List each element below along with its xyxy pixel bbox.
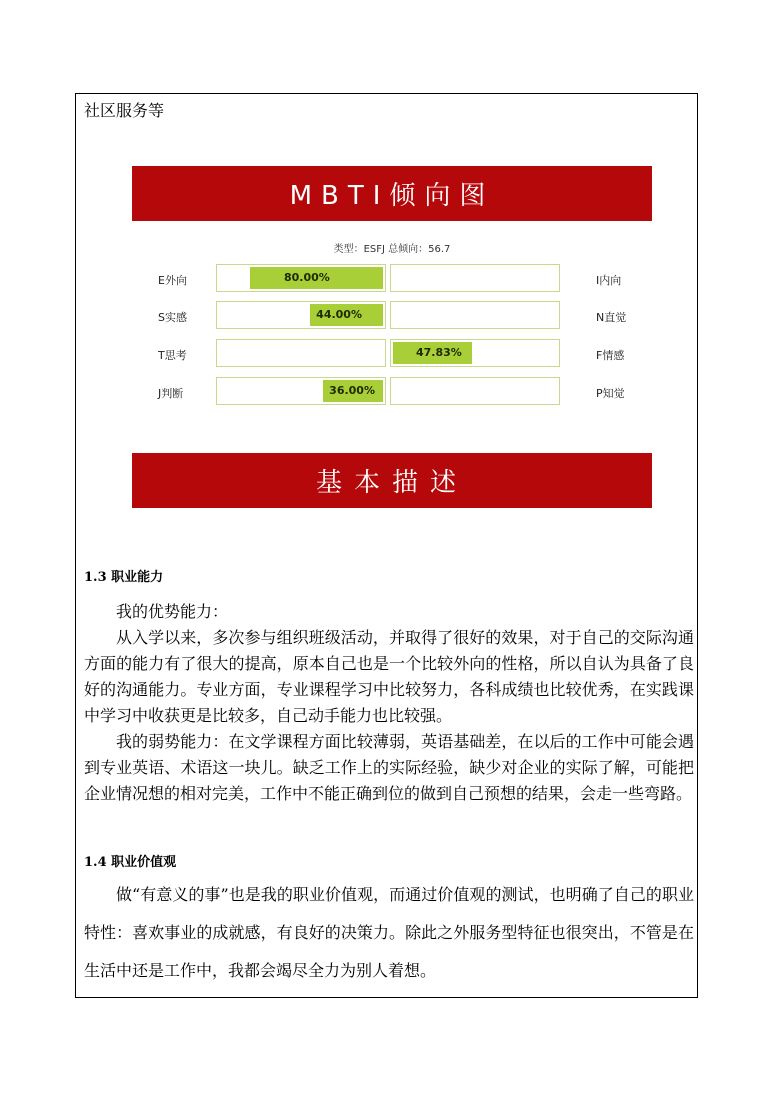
mbti-right-label: P知觉 xyxy=(596,387,625,400)
mbti-right-track xyxy=(390,264,560,292)
mbti-right-label: F情感 xyxy=(596,349,625,362)
top-text: 社区服务等 xyxy=(84,101,165,120)
section-heading-1-3: 1.3 职业能力 xyxy=(84,570,164,585)
mbti-row xyxy=(76,377,699,407)
mbti-left-track xyxy=(216,339,386,367)
document-frame xyxy=(75,93,698,998)
mbti-row xyxy=(76,264,699,294)
section-heading-1-4: 1.4 职业价值观 xyxy=(84,855,177,870)
mbti-banner: MBTI倾向图 xyxy=(132,166,652,221)
mbti-bar-value: 47.83% xyxy=(416,346,462,359)
mbti-right-track xyxy=(390,339,560,367)
mbti-left-track xyxy=(216,377,386,405)
paragraph: 我的优势能力： xyxy=(116,602,229,621)
mbti-right-track xyxy=(390,301,560,329)
mbti-bar-value: 36.00% xyxy=(329,384,375,397)
mbti-left-label: S实感 xyxy=(158,311,187,324)
mbti-bar-value: 80.00% xyxy=(284,271,330,284)
mbti-row xyxy=(76,339,699,369)
mbti-bar-value: 44.00% xyxy=(316,308,362,321)
mbti-left-label: T思考 xyxy=(158,349,187,362)
paragraph: 从入学以来，多次参与组织班级活动，并取得了很好的效果，对于自己的交际沟通方面的能力有了很大的提高，原本自己也是一个比较外向的性格，所以自认为具备了良好的沟通能力。专业方面，专业课程学习中比较努力，各科成绩也比较优秀，在实践课中学习中收获更是比较多，自己动手能力也比较强。 xyxy=(84,628,694,725)
paragraph: 做“有意义的事”也是我的职业价值观，而通过价值观的测试，也明确了自己的职业特性：喜欢事业的成就感，有良好的决策力。除此之外服务型特征也很突出，不管是在生活中还是工作中，我都会竭尽全力为别人着想。 xyxy=(84,885,694,980)
mbti-left-label: E外向 xyxy=(158,274,187,287)
mbti-left-track xyxy=(216,301,386,329)
paragraph: 我的弱势能力：在文学课程方面比较薄弱，英语基础差，在以后的工作中可能会遇到专业英语、术语这一块儿。缺乏工作上的实际经验，缺少对企业的实际了解，可能把企业情况想的相对完美，工作中不能正确到位的做到自己预想的结果，会走一些弯路。 xyxy=(84,732,694,803)
mbti-left-track xyxy=(216,264,386,292)
mbti-right-label: N直觉 xyxy=(596,311,627,324)
section-1-4-body xyxy=(84,876,694,990)
mbti-row xyxy=(76,301,699,331)
mbti-left-label: J判断 xyxy=(158,387,184,400)
mbti-right-label: I内向 xyxy=(596,274,622,287)
mbti-subtitle: 类型：ESFJ 总倾向：56.7 xyxy=(333,244,451,255)
section-1-3-body xyxy=(84,599,694,807)
mbti-right-track xyxy=(390,377,560,405)
basic-description-banner: 基本描述 xyxy=(132,453,652,508)
